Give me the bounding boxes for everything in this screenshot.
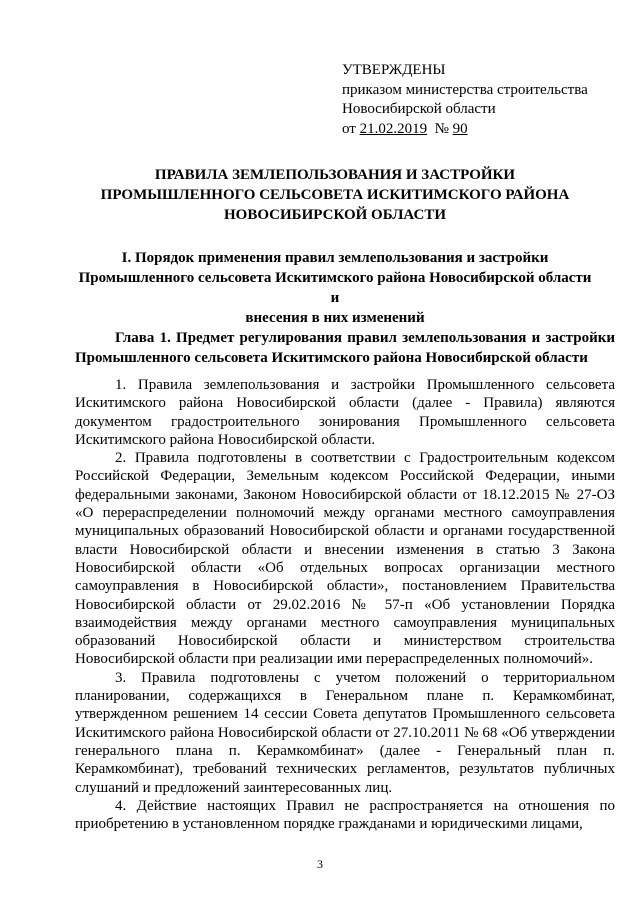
approval-number: 90: [452, 120, 468, 137]
approval-date-line: [342, 120, 588, 140]
title-line-3: НОВОСИБИРСКОЙ ОБЛАСТИ: [223, 207, 447, 223]
title-line-2: ПРОМЫШЛЕННОГО СЕЛЬСОВЕТА ИСКИТИМСКОГО РАЙОНА: [100, 187, 570, 203]
page-number: 3: [317, 857, 323, 871]
approval-heading: УТВЕРЖДЕНЫ: [342, 62, 446, 78]
paragraph-3: 3. Правила подготовлены с учетом положений о территориальном планировании, содержащихся в Генеральном плане п. Керамкомбинат, утвержденном решением 14 сессии Совета депутатов Промышленного сельсовета Искитимского района Новосибирской области от 27.10.2011 № 68 «Об утверждении генерального плана п. Керамкомбинат» (далее - Генеральный план п. Керамкомбинат), требований технических регламентов, результатов публичных слушаний и предложений заинтересованных лиц.: [75, 669, 615, 796]
paragraph-4: 4. Действие настоящих Правил не распространяется на отношения по приобретению в установленном порядке гражданами и юридическими лицами,: [75, 797, 615, 833]
approval-number-sign: №: [434, 120, 449, 137]
section-line-1: I. Порядок применения правил землепользования и застройки: [121, 250, 549, 266]
paragraph-2: 2. Правила подготовлены в соответствии с Градостроительным кодексом Российской Федерации, Земельным кодексом Российской Федерации, иными федеральными законами, Законом Новосибирской области от 18.12.2015 № 27-ОЗ «О перераспределении полномочий между органами местного самоуправления муниципальных образований Новосибирской области и органами государственной власти Новосибирской области и внесении изменения в статью 3 Закона Новосибирской области «Об отдельных вопросах организации местного самоуправления в Новосибирской области», постановлением Правительства Новосибирской области от 29.02.2016 № 57-п «Об установлении Порядка взаимодействия между органами местного самоуправления муниципальных образований Новосибирской области и министерством строительства Новосибирской области при реализации ими перераспределенных полномочий».: [75, 450, 615, 668]
section-line-3: внесения в них изменений: [245, 310, 425, 326]
approval-region: Новосибирской области: [342, 101, 496, 117]
section-line-2: Промышленного сельсовета Искитимского района Новосибирской области и: [78, 270, 592, 306]
approval-date: 21.02.2019: [359, 120, 428, 137]
approval-block: [342, 61, 588, 139]
title-line-1: ПРАВИЛА ЗЕМЛЕПОЛЬЗОВАНИЯ И ЗАСТРОЙКИ: [154, 167, 516, 183]
body-text: [75, 376, 615, 833]
approval-from: от: [342, 120, 356, 137]
section-heading: [75, 248, 595, 328]
document-title: [60, 165, 610, 225]
paragraph-1: 1. Правила землепользования и застройки Промышленного сельсовета Искитимского района Новосибирской области (далее - Правила) являются документом градостроительного зонирования Промышленного сельсовета Искитимского района Новосибирской области.: [75, 377, 615, 448]
approval-issuer: приказом министерства строительства: [342, 81, 588, 98]
chapter-heading: Глава 1. Предмет регулирования правил землепользования и застройки Промышленного сельсовета Искитимского района Новосибирской области: [75, 330, 615, 366]
